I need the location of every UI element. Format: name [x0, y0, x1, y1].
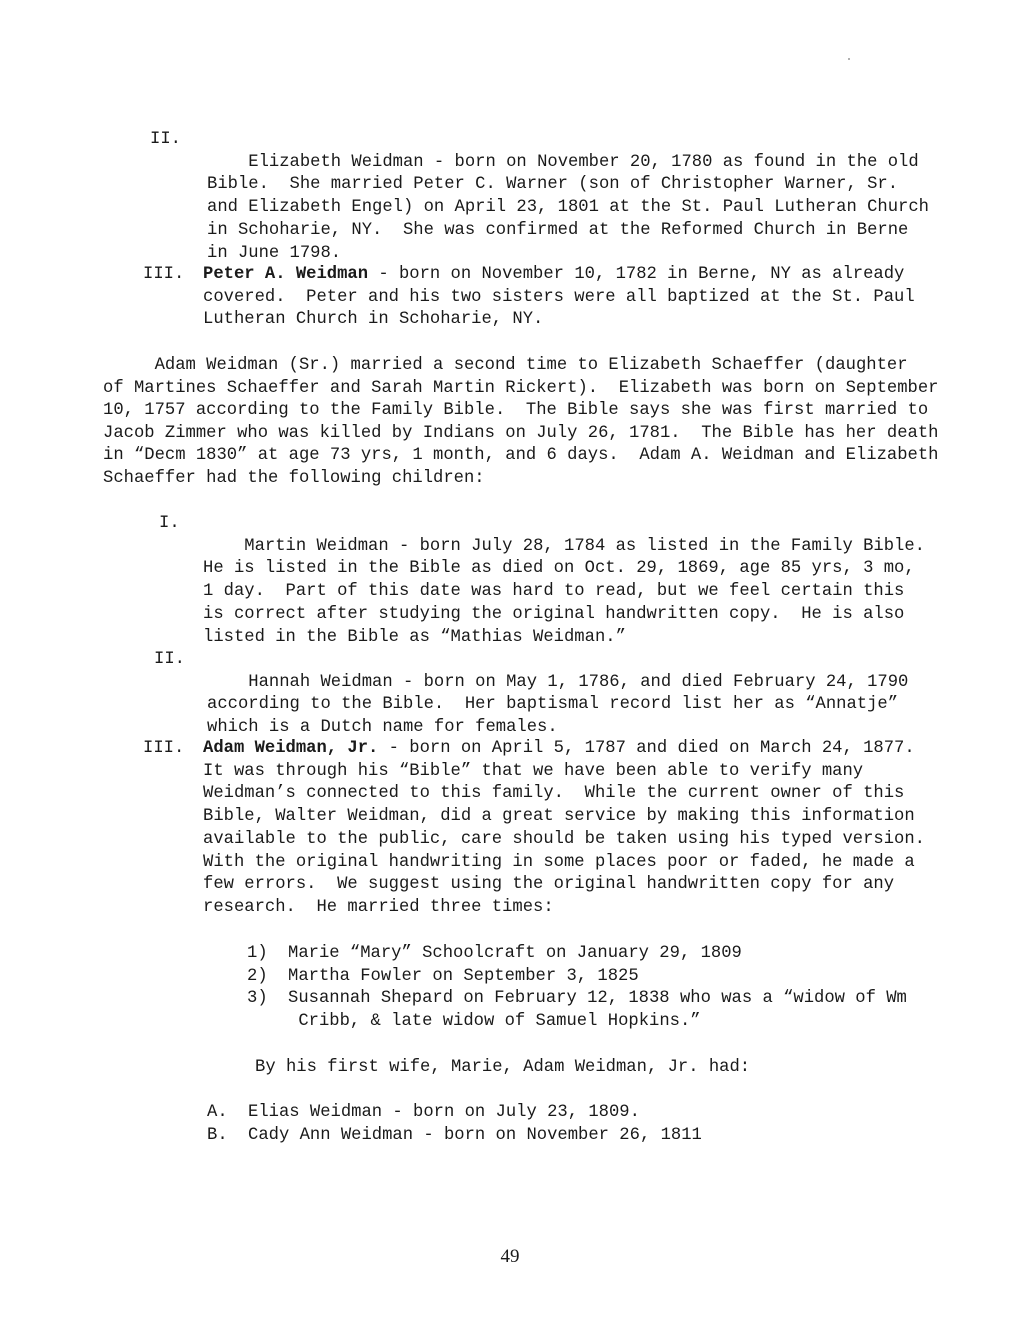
list-numeral: III. — [143, 739, 185, 758]
list-numeral: I. — [159, 514, 180, 533]
item-text: - born on April 5, 1787 and died on March 24, 1877. It was through his “Bible” that we have been able to verify many Weidman’s connected to this family. While the current owner of this Bible, Walter Weidman, did a great service by making this information available to the public, care should be taken using his typed version. With the original handwriting in some places poor or faded, he made a few errors. We suggest using the original handwritten copy for any research. He married three times: — [203, 739, 925, 917]
item-text: - born on November 10, 1782 in Berne, NY as already covered. Peter and his two sisters were all baptized at the St. Paul Lutheran Church in Schoharie, NY. — [203, 265, 915, 330]
child-numeral: A. — [207, 1103, 228, 1122]
marriage-item: Susannah Shepard on February 12, 1838 who was a “widow of Wm Cribb, & late widow of Samuel Hopkins.” — [288, 989, 907, 1031]
child-item: Cady Ann Weidman - born on November 26, 1811 — [248, 1126, 702, 1145]
list-numeral: III. — [143, 265, 185, 284]
marriage-item: Marie “Mary” Schoolcraft on January 29, 1809 — [288, 944, 742, 963]
scan-speck — [848, 58, 850, 60]
item-name: Peter A. Weidman — [203, 265, 369, 284]
marriage-numeral: 1) — [247, 944, 268, 963]
list-item-adam-jr — [203, 738, 1003, 920]
marriage-numeral: 3) — [247, 989, 268, 1008]
item-text: Martin Weidman - born July 28, 1784 as listed in the Family Bible. He is listed in the Bible as died on Oct. 29, 1869, age 85 yrs, 3 mo, 1 day. Part of this date was hard to read, but we feel certain this is correct after studying the original handwritten copy. He is also listed in the Bible as “Mathias Weidman.” — [203, 536, 926, 647]
child-item: Elias Weidman - born on July 23, 1809. — [248, 1103, 640, 1122]
list-numeral: II. — [154, 650, 185, 669]
item-text: Hannah Weidman - born on May 1, 1786, and died February 24, 1790 according to the Bible. Her baptismal record list her as “Annatje” which is a Dutch name for females. — [207, 672, 909, 738]
marriage-numeral: 2) — [247, 967, 268, 986]
list-item-peter — [203, 264, 993, 332]
first-wife-intro: By his first wife, Marie, Adam Weidman, Jr. had: — [255, 1058, 751, 1077]
body-paragraph: Adam Weidman (Sr.) married a second time to Elizabeth Schaeffer (daughter of Martines Schaeffer and Sarah Martin Rickert). Elizabeth was born on September 10, 1757 according to the Family Bible. The Bible says she was first married to Jacob Zimmer who was killed by Indians on July 26, 1781. The Bible has her death in “Decm 1830” at age 73 yrs, 1 month, and 6 days. Adam A. Weidman and Elizabeth Schaeffer had the following children: — [103, 356, 939, 488]
page-number: 49 — [500, 1246, 520, 1267]
child-numeral: B. — [207, 1126, 228, 1145]
list-numeral: II. — [150, 130, 181, 149]
marriage-item: Martha Fowler on September 3, 1825 — [288, 967, 639, 986]
item-name: Adam Weidman, Jr. — [203, 739, 379, 758]
item-text: Elizabeth Weidman - born on November 20, 1780 as found in the old Bible. She married Peter C. Warner (son of Christopher Warner, Sr. and Elizabeth Engel) on April 23, 1801 at the St. Paul Lutheran Church in Schoharie, NY. She was confirmed at the Reformed Church in Berne in June 1798. — [207, 152, 929, 263]
